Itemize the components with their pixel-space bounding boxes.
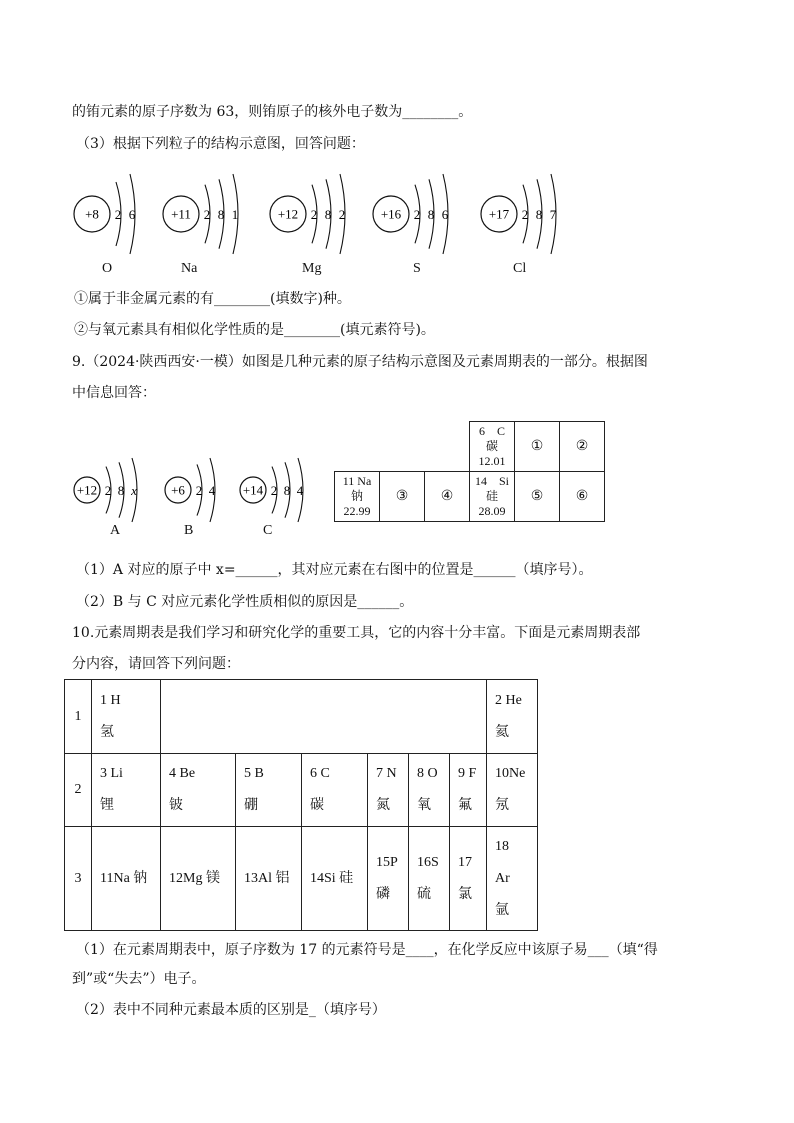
text-line: （1）A 对应的原子中 x=______，其对应元素在右图中的位置是______（填序号）。	[76, 562, 593, 578]
element-name: 碳	[310, 798, 324, 813]
period-number: 3	[65, 827, 92, 931]
atom-diagram	[72, 170, 152, 262]
element-cell-na: 11Na 钠	[92, 827, 161, 931]
nucleus-charge: +6	[171, 482, 185, 498]
text-line: （1）在元素周期表中，原子序数为 17 的元素符号是____，在化学反应中该原子易___（填“得	[76, 942, 658, 958]
element-name: 氮	[376, 798, 390, 813]
element-cell-si: 14Si 硅	[302, 827, 368, 931]
position-6: ⑥	[560, 472, 605, 522]
period-number: 1	[65, 680, 92, 754]
electron-count: 2	[310, 207, 318, 222]
text-line: （2）表中不同种元素最本质的区别是_（填序号）	[76, 1002, 386, 1018]
element-name: 钠	[350, 489, 363, 503]
element-name: 硼	[244, 798, 258, 813]
nucleus-charge: +12	[76, 482, 98, 498]
element-name: 氖	[495, 798, 509, 813]
position-2: ②	[560, 422, 605, 472]
periodic-table-fragment	[334, 421, 605, 522]
electron-count: 2	[114, 207, 122, 222]
element-cell-c	[470, 422, 515, 472]
element-cell-be	[161, 754, 236, 827]
electron-count: 7	[549, 207, 557, 222]
element-cell-s	[409, 827, 450, 931]
text-line: ①属于非金属元素的有________(填数字)种。	[74, 291, 351, 307]
nucleus-charge: +14	[242, 482, 264, 498]
position-4: ④	[425, 472, 470, 522]
element-symbol: 6 C	[310, 766, 330, 781]
element-cell-si	[470, 472, 515, 522]
electron-count: 8	[283, 483, 291, 498]
element-cell-b	[236, 754, 302, 827]
element-cell-f	[450, 754, 487, 827]
element-mass: 22.99	[343, 504, 371, 518]
element-name: 氦	[495, 724, 509, 740]
electron-count: 6	[441, 207, 449, 222]
element-cell-ar	[487, 827, 538, 931]
position-1: ①	[515, 422, 560, 472]
element-name: 硅	[485, 489, 498, 503]
nucleus-charge: +12	[277, 206, 299, 222]
element-symbol: 7 N	[376, 766, 397, 781]
empty-cell	[161, 680, 487, 754]
text-line: （2）B 与 C 对应元素化学性质相似的原因是______。	[76, 594, 414, 610]
atom-label: Mg	[302, 261, 322, 276]
electron-count: 8	[427, 207, 435, 222]
atom-diagram	[479, 170, 573, 262]
element-symbol: 14 Si	[474, 474, 509, 488]
element-symbol: 17	[458, 854, 472, 870]
element-symbol: 3 Li	[100, 766, 123, 781]
atom-diagram	[268, 170, 362, 262]
atom-diagram	[72, 454, 153, 530]
element-name: 锂	[100, 798, 114, 813]
period-number: 2	[65, 754, 92, 827]
nucleus-charge: +17	[488, 206, 510, 222]
element-cell-ne	[487, 754, 538, 827]
element-name: 碳	[485, 439, 498, 453]
nucleus-charge: +11	[171, 206, 191, 222]
element-symbol: 15P	[376, 854, 398, 870]
element-cell-cl	[450, 827, 487, 931]
electron-count: 8	[117, 483, 125, 498]
element-name: 氢	[100, 724, 114, 740]
electron-count: 2	[104, 483, 112, 498]
atom-diagram	[163, 454, 231, 530]
element-name: 氩	[495, 902, 509, 918]
atom-diagram	[161, 170, 255, 262]
text-line: 中信息回答：	[72, 385, 156, 401]
text-line: 的铕元素的原子序数为 63，则铕原子的核外电子数为________。	[72, 104, 473, 120]
element-cell-h	[92, 680, 161, 754]
element-symbol: Ar	[495, 870, 510, 886]
element-symbol: 10Ne	[495, 766, 526, 781]
element-cell-na	[335, 472, 380, 522]
atom-label: C	[263, 523, 273, 538]
nucleus-charge: +8	[85, 206, 99, 222]
element-symbol: 1 H	[100, 692, 121, 708]
element-name: 氟	[458, 798, 472, 813]
question-10-heading: 10.元素周期表是我们学习和研究化学的重要工具，它的内容十分丰富。下面是元素周期表部	[72, 625, 641, 641]
element-cell-al: 13Al 铝	[236, 827, 302, 931]
atom-label: Cl	[513, 261, 527, 276]
element-mass: 12.01	[478, 454, 506, 468]
electron-count: 6	[128, 207, 136, 222]
periodic-table	[64, 679, 538, 931]
atom-label: O	[102, 261, 113, 276]
element-name: 硫	[417, 886, 431, 902]
element-symbol: 5 B	[244, 766, 264, 781]
element-symbol: 11 Na	[342, 474, 372, 488]
electron-count: 4	[208, 483, 216, 498]
electron-count: 2	[413, 207, 421, 222]
question-9-heading: 9.（2024·陕西西安·一模）如图是几种元素的原子结构示意图及元素周期表的一部分。根据图	[72, 354, 648, 370]
element-cell-mg: 12Mg 镁	[161, 827, 236, 931]
atom-diagram	[371, 170, 465, 262]
element-symbol: 2 He	[495, 692, 522, 708]
electron-count: 2	[270, 483, 278, 498]
text-line: ②与氧元素具有相似化学性质的是________(填元素符号)。	[74, 322, 435, 338]
electron-count: 4	[296, 483, 304, 498]
position-5: ⑤	[515, 472, 560, 522]
atom-diagram	[238, 454, 319, 530]
atom-label: B	[184, 523, 194, 538]
nucleus-charge: +16	[380, 206, 402, 222]
element-name: 氧	[417, 798, 431, 813]
electron-count: 2	[338, 207, 346, 222]
atom-label: S	[413, 261, 421, 276]
position-3: ③	[380, 472, 425, 522]
element-name: 磷	[376, 886, 390, 902]
electron-count: 2	[203, 207, 211, 222]
element-cell-li	[92, 754, 161, 827]
element-cell-o	[409, 754, 450, 827]
electron-count: 8	[324, 207, 332, 222]
electron-count: x	[131, 483, 137, 498]
atom-label: A	[110, 523, 121, 538]
element-cell-he	[487, 680, 538, 754]
element-symbol: 9 F	[458, 766, 477, 781]
element-name: 铍	[169, 798, 183, 813]
element-symbol: 16S	[417, 854, 439, 870]
electron-count: 8	[217, 207, 225, 222]
element-cell-c	[302, 754, 368, 827]
element-cell-n	[368, 754, 409, 827]
element-symbol: 6 C	[478, 424, 505, 438]
electron-count: 8	[535, 207, 543, 222]
electron-count: 1	[231, 207, 239, 222]
atom-label: Na	[181, 261, 198, 276]
element-cell-p	[368, 827, 409, 931]
electron-count: 2	[195, 483, 203, 498]
question-3-heading: （3）根据下列粒子的结构示意图，回答问题：	[76, 136, 365, 152]
element-symbol: 4 Be	[169, 766, 196, 781]
text-line: 分内容，请回答下列问题：	[72, 656, 240, 672]
element-symbol: 8 O	[417, 766, 438, 781]
element-name: 氯	[458, 886, 472, 902]
element-mass: 28.09	[478, 504, 506, 518]
electron-count: 2	[521, 207, 529, 222]
text-line: 到”或“失去”）电子。	[72, 971, 206, 987]
element-symbol: 18	[495, 838, 509, 854]
